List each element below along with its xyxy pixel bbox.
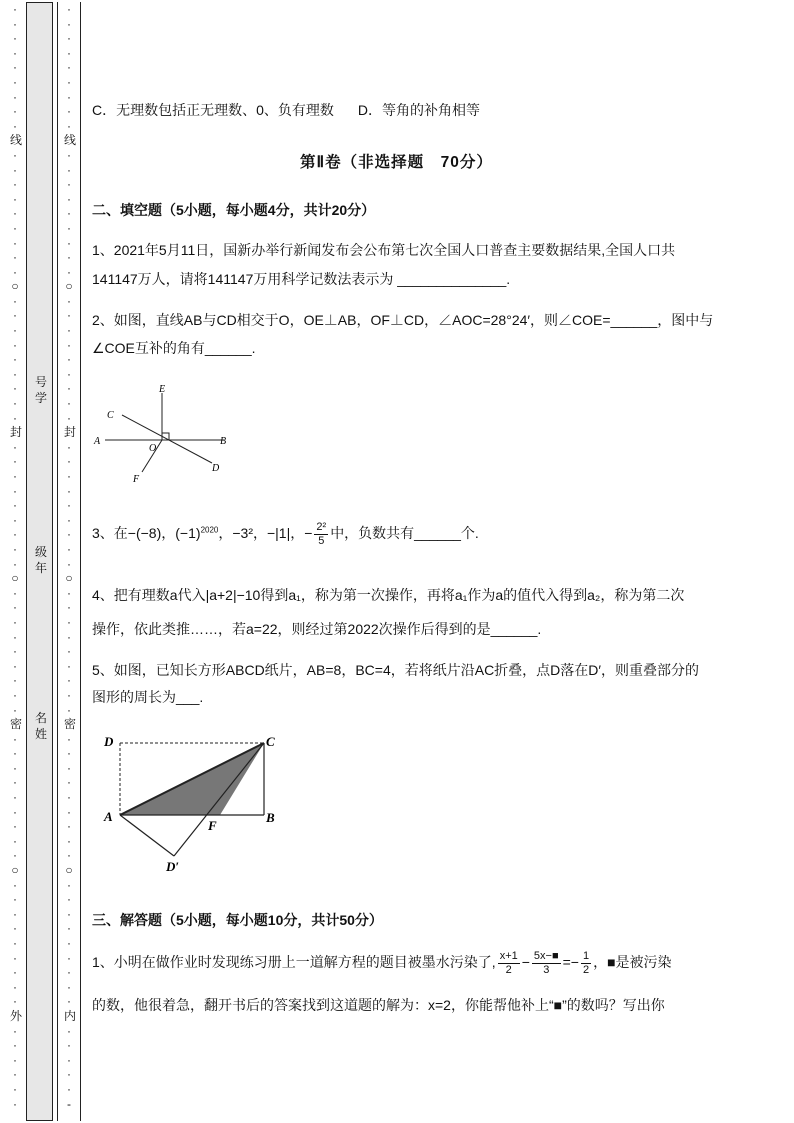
seal-label: 外 — [10, 1008, 23, 1023]
seal-circle: ○ — [11, 279, 19, 294]
point-label-a: A — [104, 809, 113, 824]
seal-dot: · — [67, 1067, 71, 1082]
seal-dot: · — [67, 45, 71, 60]
seal-dot: · — [13, 381, 17, 396]
binding-rule — [57, 2, 58, 1121]
seal-dot: · — [67, 979, 71, 994]
seal-dot: · — [67, 556, 71, 571]
field-label: 年 — [34, 561, 47, 575]
question-1-line-1: 1、2021年5月11日，国新办举行新闻发布会公布第七次全国人口普查主要数据结果,全国人口共 — [92, 242, 676, 258]
seal-dot: · — [13, 892, 17, 907]
point-label-b: B — [220, 436, 227, 447]
seal-dot: · — [67, 746, 71, 761]
seal-dot: · — [13, 264, 17, 279]
seal-dot: · — [67, 498, 71, 513]
seal-dot: · — [13, 323, 17, 338]
seal-dot: · — [67, 147, 71, 162]
seal-dot: · — [13, 352, 17, 367]
seal-dot: · — [67, 644, 71, 659]
seal-dot: · — [13, 366, 17, 381]
seal-dot: · — [67, 220, 71, 235]
seal-dot: · — [67, 1052, 71, 1067]
seal-dot: · — [67, 250, 71, 265]
point-label-c: C — [266, 734, 275, 749]
seal-label: 密 — [64, 717, 77, 732]
fraction-denominator: 2 — [582, 964, 590, 976]
seal-dot: · — [67, 177, 71, 192]
seal-dot: · — [67, 790, 71, 805]
fraction-numerator: 2² — [316, 521, 327, 533]
seal-dot: · — [13, 687, 17, 702]
seal-dot: · — [13, 760, 17, 775]
q3-expr-1: −(−8)， — [127, 525, 176, 542]
seal-dot: · — [13, 746, 17, 761]
seal-dot: · — [67, 104, 71, 119]
solve-question-1-line-2: 的数，他很着急，翻开书后的答案找到这道题的解为：x=2，你能帮他补上“■”的数吗？写出你 — [92, 997, 665, 1013]
seal-dot: · — [13, 439, 17, 454]
solve-question-1-line-1 — [92, 950, 672, 977]
seal-dot: · — [13, 658, 17, 673]
seal-dot: · — [67, 936, 71, 950]
seal-dot: · — [67, 512, 71, 527]
section-heading-fill-blank: 二、填空题（5小题，每小题4分，共计20分） — [92, 202, 376, 218]
seal-dot: · — [13, 60, 17, 75]
seal-dot: · — [67, 585, 71, 600]
fraction-denominator: 5 — [318, 535, 325, 547]
seal-dot: · — [67, 293, 71, 308]
binding-rule — [80, 2, 81, 1121]
seal-dot: · — [67, 731, 71, 746]
seal-dot: · — [67, 469, 71, 483]
seal-dot: · — [13, 89, 17, 104]
point-label-f: F — [208, 818, 217, 833]
section-title: 第Ⅱ卷（非选择题 70分） — [300, 154, 493, 171]
seal-dot: · — [13, 104, 17, 119]
field-label: 级 — [34, 545, 47, 559]
seal-dot: · — [13, 731, 17, 746]
section-heading-solve: 三、解答题（5小题，每小题10分，共计50分） — [92, 912, 383, 928]
question-1-line-2: 141147万人，请将141147万用科学记数法表示为 ______________. — [92, 271, 511, 287]
question-2-line-2: ∠COE互补的角有______. — [92, 340, 256, 356]
seal-label: 密 — [10, 717, 23, 732]
seal-dot: · — [13, 600, 17, 615]
point-label-a: A — [94, 436, 101, 447]
seal-dot: · — [13, 74, 17, 89]
seal-dot: · — [13, 629, 17, 644]
seal-dot: · — [13, 585, 17, 600]
q6-operator: =− — [562, 954, 579, 971]
question-3 — [92, 521, 479, 548]
seal-dot: · — [67, 906, 71, 921]
fraction-denominator: 3 — [543, 964, 550, 976]
seal-dot: · — [13, 614, 17, 629]
seal-dot: · — [13, 673, 17, 688]
seal-dot: · — [13, 921, 17, 936]
seal-dot: · — [13, 483, 17, 498]
seal-dot: · — [13, 1096, 17, 1111]
seal-dot: · — [13, 994, 17, 1009]
seal-dot: · — [13, 45, 17, 60]
seal-dot: · — [13, 16, 17, 31]
seal-dot: · — [67, 191, 71, 206]
fraction-denominator: 2 — [505, 964, 512, 976]
seal-dot: · — [67, 629, 71, 644]
option-c: C．无理数包括正无理数、0、负有理数 — [92, 102, 334, 118]
seal-dot: · — [67, 819, 71, 834]
seal-dot: · — [67, 1023, 71, 1038]
point-label-d-prime: D′ — [166, 859, 180, 874]
seal-dot: · — [67, 337, 71, 352]
seal-dot: · — [67, 323, 71, 338]
fraction-numerator: x+1 — [499, 950, 518, 962]
seal-dot: · — [13, 833, 17, 848]
seal-dot: · — [67, 483, 71, 498]
seal-circle: ○ — [65, 279, 73, 294]
point-label-b: B — [266, 810, 275, 825]
point-label-f: F — [133, 474, 140, 485]
seal-dot: · — [13, 498, 17, 513]
seal-dot: · — [67, 994, 71, 1009]
point-label-d: D — [212, 463, 220, 474]
seal-dot: · — [13, 848, 17, 863]
field-label: 姓 — [34, 727, 47, 741]
field-label: 名 — [34, 711, 47, 725]
q6-fraction-2 — [532, 950, 561, 977]
seal-dot: · — [67, 31, 71, 46]
seal-dot: · — [13, 2, 17, 16]
seal-dot: · — [67, 877, 71, 892]
seal-dot: · — [13, 906, 17, 921]
figure-intersecting-lines — [92, 380, 242, 490]
question-4-line-2: 操作，依此类推……，若a=22，则经过第2022次操作后得到的是______. — [92, 621, 542, 637]
seal-line-right — [64, 2, 77, 1116]
seal-dot: · — [13, 454, 17, 469]
seal-dot: · — [67, 454, 71, 469]
seal-dot: · — [13, 541, 17, 556]
name-field — [30, 710, 52, 742]
seal-dot: · — [67, 162, 71, 177]
seal-dot: · — [13, 527, 17, 542]
seal-circle: ○ — [11, 571, 19, 586]
q3-fraction — [314, 521, 328, 548]
q6-operator: − — [521, 954, 530, 971]
seal-dot: · — [67, 89, 71, 104]
seal-circle: ○ — [65, 571, 73, 586]
previous-question-options — [92, 100, 480, 120]
seal-dot: · — [67, 1038, 71, 1053]
seal-dot: · — [13, 469, 17, 483]
seal-dot: · — [13, 936, 17, 950]
q3-text: 3、在 — [92, 525, 128, 542]
student-id-field — [30, 374, 52, 406]
fraction-numerator: 1 — [582, 950, 590, 962]
seal-dot: · — [67, 527, 71, 542]
seal-dot: · — [67, 396, 71, 411]
point-label-d: D — [104, 734, 114, 749]
line-cd — [122, 415, 212, 463]
seal-dot: · — [67, 950, 71, 965]
seal-dot: · — [67, 366, 71, 381]
point-label-c: C — [107, 410, 114, 421]
point-label-o: O — [149, 443, 157, 454]
seal-dot: · — [13, 512, 17, 527]
field-label: 号 — [34, 375, 47, 389]
question-5-line-2: 图形的周长为___. — [92, 689, 204, 705]
seal-dot: · — [13, 1023, 17, 1038]
seal-dot: · — [67, 804, 71, 819]
q6-fraction-1 — [498, 950, 520, 977]
seal-end-mark: - — [67, 1096, 71, 1111]
seal-dot: · — [67, 892, 71, 907]
q6-text-suffix: ，■是被污染 — [593, 954, 672, 971]
seal-dot: · — [13, 235, 17, 250]
seal-dot: · — [67, 600, 71, 615]
seal-dot: · — [13, 118, 17, 133]
question-4-line-1: 4、把有理数a代入|a+2|−10得到a₁，称为第一次操作，再将a₁作为a的值代入得到a₂，称为第二次 — [92, 587, 685, 603]
field-label: 学 — [34, 391, 47, 405]
seal-dot: · — [67, 206, 71, 221]
seal-dot: · — [67, 775, 71, 790]
seal-dot: · — [13, 191, 17, 206]
seal-label: 线 — [10, 133, 23, 148]
seal-circle: ○ — [11, 863, 19, 878]
seal-dot: · — [13, 965, 17, 980]
point-label-e: E — [159, 384, 166, 395]
seal-dot: · — [67, 658, 71, 673]
seal-dot: · — [13, 1067, 17, 1082]
seal-dot: · — [13, 819, 17, 834]
seal-label: 内 — [64, 1008, 77, 1023]
seal-dot: · — [13, 979, 17, 994]
figure-folded-rectangle — [102, 728, 292, 876]
seal-dot: · — [67, 410, 71, 425]
seal-dot: · — [13, 220, 17, 235]
seal-dot: · — [13, 877, 17, 892]
seal-dot: · — [13, 702, 17, 717]
seal-dot: · — [13, 293, 17, 308]
seal-dot: · — [13, 206, 17, 221]
seal-dot: · — [67, 541, 71, 556]
seal-dot: · — [67, 965, 71, 980]
q6-fraction-3 — [581, 950, 591, 977]
seal-dot: · — [13, 410, 17, 425]
question-2-line-1: 2、如图，直线AB与CD相交于O，OE⊥AB，OF⊥CD，∠AOC=28°24′，则∠COE=______，图中与 — [92, 312, 714, 328]
seal-dot: · — [67, 264, 71, 279]
seal-label: 封 — [10, 425, 23, 440]
seal-dot: · — [67, 673, 71, 688]
seal-dot: · — [13, 556, 17, 571]
seal-dot: · — [67, 921, 71, 936]
seal-dot: · — [13, 31, 17, 46]
seal-dot: · — [67, 760, 71, 775]
seal-dot: · — [67, 2, 71, 16]
seal-dot: · — [67, 118, 71, 133]
seal-dot: · — [67, 308, 71, 323]
seal-dot: · — [67, 833, 71, 848]
option-d: D．等角的补角相等 — [357, 102, 481, 118]
seal-dot: · — [13, 147, 17, 162]
seal-dot: · — [13, 337, 17, 352]
seal-dot: · — [13, 162, 17, 177]
seal-dot: · — [13, 1052, 17, 1067]
seal-dot: · — [67, 235, 71, 250]
question-5-line-1: 5、如图，已知长方形ABCD纸片，AB=8，BC=4，若将纸片沿AC折叠，点D落在D′，则重叠部分的 — [92, 662, 700, 678]
q3-exponent: 2020 — [200, 525, 219, 535]
seal-dot: · — [67, 74, 71, 89]
seal-dot: · — [13, 775, 17, 790]
seal-dot: · — [13, 644, 17, 659]
seal-dot: · — [13, 250, 17, 265]
seal-dot: · — [67, 381, 71, 396]
seal-dot: · — [67, 60, 71, 75]
seal-dot: · — [67, 614, 71, 629]
seal-label: 封 — [64, 425, 77, 440]
seal-dot: · — [67, 439, 71, 454]
q3-text-suffix: 中，负数共有______个. — [330, 525, 479, 542]
seal-dot: · — [13, 177, 17, 192]
seal-line-left — [10, 2, 23, 1116]
binding-margin — [0, 0, 84, 1123]
grade-field — [30, 544, 52, 576]
seal-dot: · — [13, 1081, 17, 1096]
seal-label: 线 — [64, 133, 77, 148]
seal-circle: ○ — [65, 863, 73, 878]
edge-ad-prime — [120, 815, 174, 856]
seal-dot: · — [67, 687, 71, 702]
q6-text: 1、小明在做作业时发现练习册上一道解方程的题目被墨水污染了, — [92, 954, 496, 971]
seal-dot: · — [13, 308, 17, 323]
q3-expr-4: −|1|，− — [266, 525, 313, 542]
seal-dot: · — [67, 352, 71, 367]
seal-dot: · — [13, 950, 17, 965]
seal-dot: · — [67, 702, 71, 717]
q3-expr-3: ，−3²， — [218, 525, 267, 542]
seal-dot: · — [67, 1081, 71, 1096]
q3-expr-2: (−1) — [175, 525, 201, 542]
seal-dot: · — [67, 16, 71, 31]
seal-dot: · — [13, 396, 17, 411]
seal-dot: · — [13, 1038, 17, 1053]
seal-dot: · — [67, 848, 71, 863]
seal-dot: · — [13, 790, 17, 805]
seal-dot: · — [13, 804, 17, 819]
fraction-numerator: 5x−■ — [533, 950, 559, 962]
